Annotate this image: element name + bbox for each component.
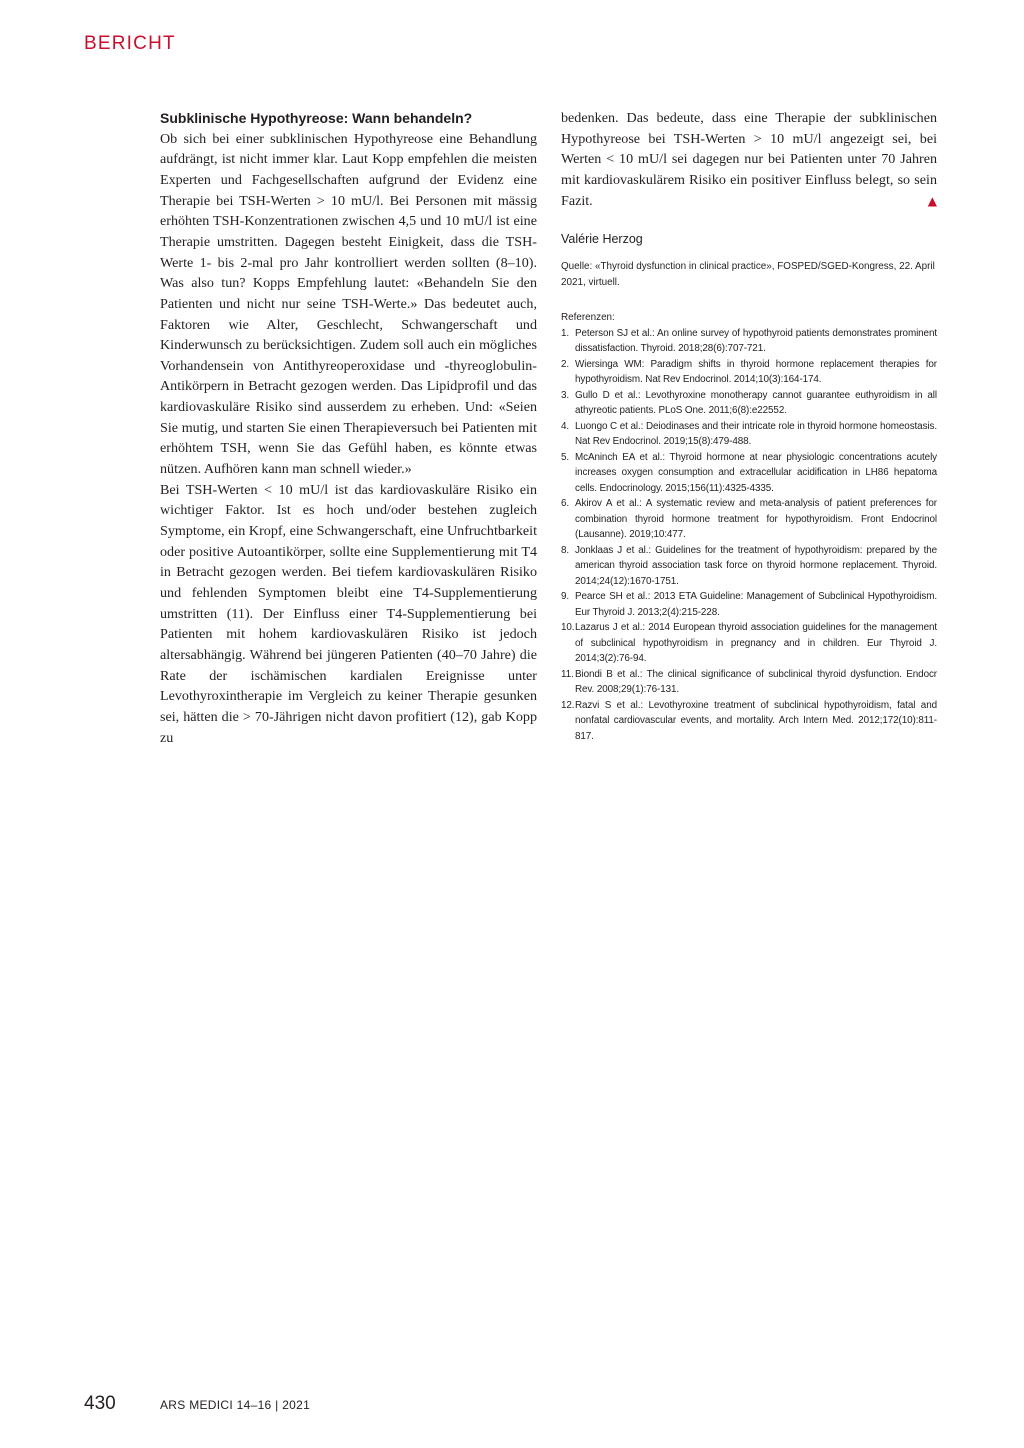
reference-text: Luongo C et al.: Deiodinases and their intricate role in thyroid hormone homeostasis. Nat Rev Endocrinol. 2019;15(8):479-488. <box>575 420 937 448</box>
section-label: BERICHT <box>84 33 176 54</box>
reference-text: Peterson SJ et al.: An online survey of hypothyroid patients demonstrates prominent dissatisfaction. Thyroid. 2018;28(6):707-721. <box>575 327 937 355</box>
reference-item <box>561 667 937 698</box>
journal-issue: ARS MEDICI 14–16 | 2021 <box>160 1398 311 1412</box>
reference-item <box>561 419 937 450</box>
body-paragraph: Ob sich bei einer subklinischen Hypothyreose eine Behandlung aufdrängt, ist nicht immer klar. Laut Kopp empfehlen die meisten Experten und Fachgesellschaften aufgrund der Evidenz eine Therapie bei TSH-Werten > 10 mU/l. Bei Personen mit mässig erhöhten TSH-Konzentrationen zwischen 4,5 und 10 mU/l ist eine Therapie umstritten. Dagegen besteht Einigkeit, dass die TSH-Werte 1- bis 2-mal pro Jahr kontrolliert werden sollten (8–10). Was also tun? Kopps Empfehlung lautet: «Behandeln Sie den Patienten und nicht nur seine TSH-Werte.» Das bedeutet auch, Faktoren wie Alter, Geschlecht, Schwangerschaft und Kinderwunsch zu berücksichtigen. Zudem soll auch ein mögliches Vorhandensein von Antithyreoperoxidase und -thyreoglobulin-Antikörpern in Betracht gezogen werden. Das Lipidprofil und das kardiovaskuläre Risiko sind ausserdem zu erheben. Und: «Seien Sie mutig, und starten Sie einen Therapieversuch bei Patienten mit erhöhtem TSH, wenn Sie das Gefühl haben, es könnte etwas nützen. Aufhören kann man schnell wieder.» <box>160 130 537 478</box>
reference-number: 4. <box>561 420 570 432</box>
reference-item <box>561 357 937 388</box>
right-column <box>561 108 937 744</box>
reference-text: Akirov A et al.: A systematic review and meta-analysis of patient preferences for combination thyroid hormone treatment for hypothyroidism. Front Endocrinol (Lausanne). 2019;10:477. <box>575 498 937 541</box>
reference-text: Wiersinga WM: Paradigm shifts in thyroid hormone replacement therapies for hypothyroidism. Nat Rev Endocrinol. 2014;10(3):164-174. <box>575 358 937 386</box>
reference-text: McAninch EA et al.: Thyroid hormone at near physiologic concentrations acutely increases oxygen consumption and extracellular acidification in LH86 hepatoma cells. Endocrinology. 2015;156(11):4325-4335. <box>575 451 937 494</box>
reference-item <box>561 496 937 543</box>
reference-number: 5. <box>561 451 570 463</box>
reference-number: 8. <box>561 544 570 556</box>
reference-text: Biondi B et al.: The clinical significance of subclinical thyroid dysfunction. Endocr Rev. 2008;29(1):76-131. <box>575 668 937 696</box>
reference-number: 9. <box>561 591 570 603</box>
article-subheading: Subklinische Hypothyreose: Wann behandeln? <box>160 110 473 126</box>
page-number: 430 <box>84 1393 116 1414</box>
body-paragraph-continued <box>561 108 937 211</box>
reference-list <box>561 326 937 745</box>
reference-item <box>561 326 937 357</box>
reference-item <box>561 589 937 620</box>
source-note: Quelle: «Thyroid dysfunction in clinical practice», FOSPED/SGED-Kongress, 22. April 2021, virtuell. <box>561 261 935 288</box>
reference-text: Pearce SH et al.: 2013 ETA Guideline: Management of Subclinical Hypothyroidism. Eur Thyroid J. 2013;2(4):215-228. <box>575 591 937 618</box>
reference-item <box>561 620 937 667</box>
end-triangle-icon: ▲ <box>927 193 937 208</box>
author-name: Valérie Herzog <box>561 232 643 247</box>
reference-text: Jonklaas J et al.: Guidelines for the treatment of hypothyroidism: prepared by the american thyroid association task force on thyroid hormone replacement. Thyroid. 2014;24(12):1670-1751. <box>575 544 937 587</box>
reference-number: 6. <box>561 498 570 510</box>
left-column <box>160 108 537 748</box>
reference-text: Gullo D et al.: Levothyroxine monotherapy cannot guarantee euthyroidism in all athyreotic patients. PLoS One. 2011;6(8):e22552. <box>575 389 937 417</box>
reference-number: 3. <box>561 389 570 401</box>
reference-number: 10. <box>561 622 575 634</box>
reference-text: Lazarus J et al.: 2014 European thyroid association guidelines for the management of subclinical hypothyroidism in pregnancy and in children. Eur Thyroid J. 2014;3(2):76-94. <box>575 622 937 665</box>
reference-number: 12. <box>561 699 575 711</box>
references-title: Referenzen: <box>561 312 615 324</box>
reference-item <box>561 450 937 497</box>
reference-number: 11. <box>561 668 574 680</box>
reference-number: 1. <box>561 327 570 339</box>
reference-text: Razvi S et al.: Levothyroxine treatment of subclinical hypothyroidism, fatal and nonfatal cardiovascular events, and mortality. Arch Intern Med. 2012;172(10):811-817. <box>575 699 937 742</box>
continued-text: bedenken. Das bedeute, dass eine Therapie der subklinischen Hypothyreose bei TSH-Werten > 10 mU/l angezeigt sei, bei Werten < 10 mU/l sei dagegen nur bei Patienten unter 70 Jahren mit kardiovaskulärem Risiko ein positiver Einfluss belegt, so sein Fazit. <box>561 110 937 209</box>
reference-item <box>561 543 937 590</box>
reference-item <box>561 698 937 745</box>
body-paragraph: Bei TSH-Werten < 10 mU/l ist das kardiovaskuläre Risiko ein wichtiger Faktor. Ist es hoch und/oder bestehen zugleich Symptome, ein Kropf, eine Schwangerschaft, eine Unfruchtbarkeit oder positive Autoantikörper, sollte eine Supplementierung mit T4 in Betracht gezogen werden. Bei tiefem kardiovaskulären Risiko und fehlenden Symptomen bleibt eine T4-Supplementierung umstritten (11). Der Einfluss einer T4-Supplementierung bei Patienten mit hohem kardiovaskulären Risiko ist jedoch altersabhängig. Während bei jüngeren Patienten (40–70 Jahre) die Rate der ischämischen kardialen Ereignisse unter Levothyroxintherapie im Vergleich zu keiner Therapie gesunken sei, hätten die > 70-Jährigen nicht davon profitiert (12), gab Kopp zu <box>160 481 537 746</box>
reference-number: 2. <box>561 358 570 370</box>
reference-item <box>561 388 937 419</box>
